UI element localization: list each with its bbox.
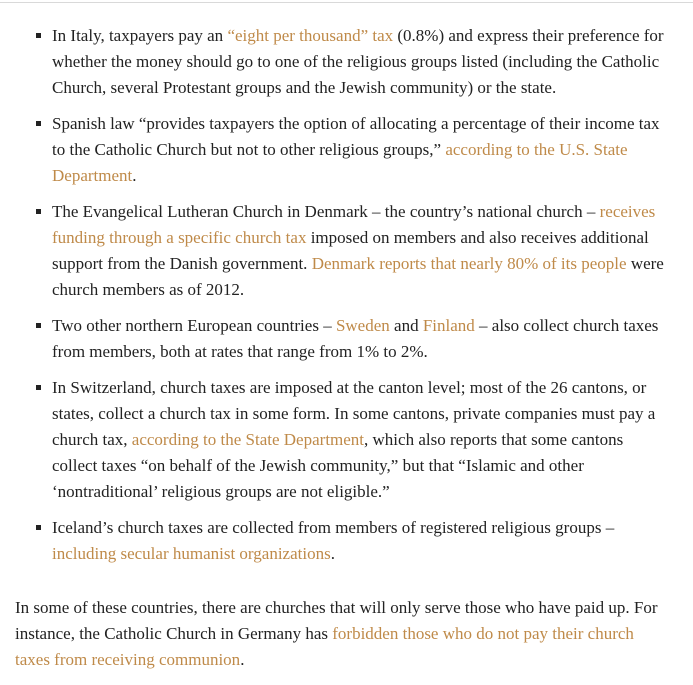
text-segment: In Switzerland, church taxes are imposed at the canton level; most of the 26 cantons, or states, collect a church tax in some form. In some cantons, private companies must pay a church tax, [52, 378, 656, 449]
text-segment: (0.8%) and express their preference for whether the money should go to one of the religious groups listed (including the Catholic Church, several Protestant groups and the Jewish community) or the state. [52, 26, 664, 97]
text-segment: – also collect church taxes from members, both at rates that range from 1% to 2%. [52, 316, 659, 361]
text-segment: The Evangelical Lutheran Church in Denmark – the country’s national church – [52, 202, 600, 221]
text-segment: In some of these countries, there are churches that will only serve those who have paid up. For instance, the Catholic Church in Germany has [15, 598, 658, 643]
inline-link[interactable]: forbidden those who do not pay their church taxes from receiving communion [15, 624, 634, 669]
text-segment: were church members as of 2012. [52, 254, 664, 299]
inline-link[interactable]: including secular humanist organizations [52, 544, 331, 563]
text-segment: . [132, 166, 137, 185]
text-segment: Two other northern European countries – [52, 316, 336, 335]
inline-link[interactable]: according to the U.S. State Department [52, 140, 628, 185]
article-body [0, 2, 693, 685]
bullet-list [15, 23, 667, 567]
inline-link[interactable]: receives funding through a specific church tax [52, 202, 656, 247]
text-segment: Iceland’s church taxes are collected from members of registered religious groups – [52, 518, 615, 537]
text-segment: imposed on members and also receives additional support from the Danish government. [52, 228, 649, 273]
text-segment: Spanish law “provides taxpayers the option of allocating a percentage of their income tax to the Catholic Church but not to other religious groups,” [52, 114, 660, 159]
bullet-item [52, 375, 664, 505]
text-segment: . [240, 650, 245, 669]
bullet-item [52, 23, 664, 101]
bullet-item [52, 199, 664, 303]
inline-link[interactable]: Finland [422, 316, 475, 335]
text-segment: and [389, 316, 423, 335]
bullet-item [52, 111, 664, 189]
text-segment: , which also reports that some cantons collect taxes “on behalf of the Jewish community,” but that “Islamic and other ‘nontraditional’ religious groups are not eligible.” [52, 430, 624, 501]
inline-link[interactable]: Sweden [335, 316, 390, 335]
bullet-item [52, 515, 664, 567]
bullet-item [52, 313, 664, 365]
inline-link[interactable]: “eight per thousand” tax [227, 26, 394, 45]
closing-paragraph [15, 595, 667, 673]
inline-link[interactable]: according to the State Department [131, 430, 365, 449]
inline-link[interactable]: Denmark reports that nearly 80% of its people [311, 254, 627, 273]
text-segment: In Italy, taxpayers pay an [52, 26, 228, 45]
text-segment: . [330, 544, 335, 563]
